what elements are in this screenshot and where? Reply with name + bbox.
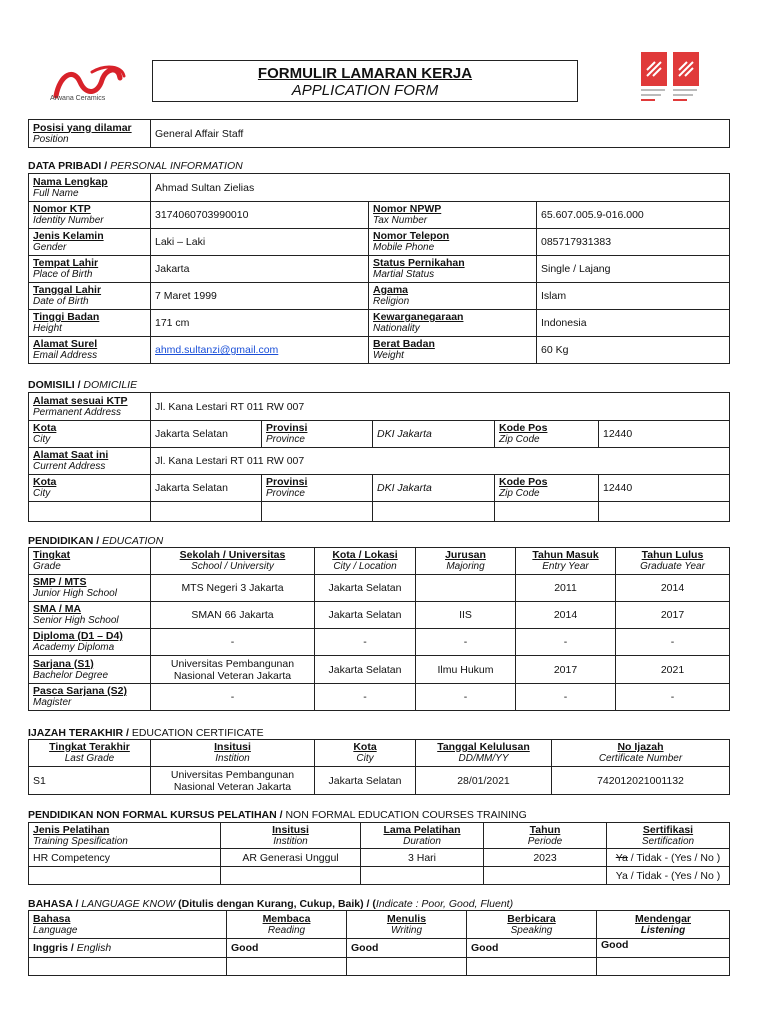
- table-row: [29, 849, 730, 867]
- current-province-label: Provinsi: [266, 476, 308, 488]
- cert-number[interactable]: 742012021001132: [552, 767, 730, 795]
- edu-header-grade: Tingkat: [33, 549, 71, 561]
- edu-header-school: Sekolah / Universitas: [179, 549, 286, 561]
- edu-school[interactable]: Universitas Pembangunan Nasional Veteran Jakarta: [151, 656, 315, 684]
- full-name-value[interactable]: Ahmad Sultan Zielias: [151, 174, 730, 202]
- table-row: [29, 575, 730, 602]
- edu-entry[interactable]: -: [516, 629, 616, 656]
- birthdate-value[interactable]: 7 Maret 1999: [151, 283, 369, 310]
- ktp-province-sublabel: Province: [266, 434, 305, 445]
- current-zip-sublabel: Zip Code: [499, 488, 540, 499]
- train-type[interactable]: [29, 867, 221, 885]
- npwp-label: Nomor NPWP: [373, 203, 442, 215]
- empty-cell[interactable]: [29, 958, 227, 976]
- ktp-address-sublabel: Permanent Address: [33, 406, 122, 418]
- ktp-zip-label: Kode Pos: [499, 422, 548, 434]
- section-certificate-title: IJAZAH TERAKHIR / EDUCATION CERTIFICATE: [28, 727, 264, 739]
- full-name-label: Nama Lengkap: [33, 175, 108, 188]
- table-row: [29, 629, 730, 656]
- lang-header-reading-sub: Reading: [267, 924, 306, 936]
- current-address-value[interactable]: Jl. Kana Lestari RT 011 RW 007: [151, 448, 730, 475]
- birthdate-label: Tanggal Lahir: [33, 284, 102, 296]
- position-value[interactable]: General Affair Staff: [151, 120, 730, 148]
- edu-header-city-sub: City / Location: [333, 561, 397, 572]
- height-value[interactable]: 171 cm: [151, 310, 369, 337]
- certification-badge-icon: [673, 52, 699, 104]
- section-training-title: PENDIDIKAN NON FORMAL KURSUS PELATIHAN / NON FORMAL EDUCATION COURSES TRAINING: [28, 809, 527, 821]
- lang-header-listening: Mendengar: [634, 912, 691, 925]
- edu-school[interactable]: SMAN 66 Jakarta: [151, 602, 315, 629]
- ktp-sublabel: Identity Number: [33, 215, 104, 226]
- weight-label: Berat Badan: [373, 338, 435, 350]
- current-city-value[interactable]: Jakarta Selatan: [151, 475, 262, 502]
- lang-header-speaking: Berbicara: [507, 912, 556, 925]
- edu-city[interactable]: Jakarta Selatan: [315, 656, 416, 684]
- position-label: Posisi yang dilamar: [33, 121, 132, 134]
- cert-header-grade: Tingkat Terakhir: [49, 741, 130, 753]
- cert-header-number: No Ijazah: [617, 741, 664, 753]
- edu-grade: Sarjana (S1): [33, 657, 94, 670]
- train-header-duration-sub: Duration: [403, 835, 441, 847]
- cert-grade[interactable]: S1: [29, 767, 151, 795]
- edu-grade: Pasca Sarjana (S2): [33, 685, 127, 697]
- lang-header-listening-sub: Listening: [640, 924, 686, 936]
- train-duration[interactable]: 3 Hari: [361, 849, 484, 867]
- lang-reading[interactable]: Good: [227, 939, 347, 958]
- edu-school[interactable]: -: [151, 684, 315, 711]
- ktp-city-label: Kota: [33, 422, 57, 434]
- ktp-zip-sublabel: Zip Code: [499, 434, 540, 445]
- gender-value[interactable]: Laki – Laki: [151, 229, 369, 256]
- edu-major[interactable]: IIS: [416, 602, 516, 629]
- table-row: [29, 939, 730, 958]
- edu-grade-sub: Bachelor Degree: [33, 669, 109, 681]
- marital-sublabel: Martial Status: [373, 269, 435, 280]
- logo-text: Arwana Ceramics: [50, 95, 106, 102]
- religion-sublabel: Religion: [373, 296, 410, 307]
- edu-major[interactable]: -: [416, 629, 516, 656]
- train-header-type: Jenis Pelatihan: [33, 823, 110, 836]
- ktp-value[interactable]: 3174060703990010: [151, 202, 369, 229]
- position-label-cell: [29, 120, 151, 148]
- empty-cell[interactable]: [347, 958, 467, 976]
- position-sublabel: Position: [33, 133, 69, 145]
- cert-inst[interactable]: Universitas Pembangunan Nasional Veteran Jakarta: [151, 767, 315, 795]
- section-education-title: PENDIDIKAN / EDUCATION: [28, 535, 164, 547]
- edu-city[interactable]: -: [315, 684, 416, 711]
- height-label: Tinggi Badan: [33, 311, 100, 323]
- empty-cell[interactable]: [262, 502, 373, 522]
- edu-grade-sub: Magister: [33, 697, 72, 708]
- lang-speaking[interactable]: Good: [467, 939, 597, 958]
- train-inst[interactable]: AR Generasi Unggul: [221, 849, 361, 867]
- personal-table: [28, 173, 730, 364]
- lang-header-language-sub: Language: [33, 924, 78, 936]
- training-table: [28, 822, 730, 885]
- train-cert-option[interactable]: [607, 849, 730, 867]
- section-language-title: BAHASA / LANGUAGE KNOW (Ditulis dengan Kurang, Cukup, Baik) / (Indicate : Poor, Good, Fluent): [28, 898, 514, 910]
- train-header-cert-sub: Sertification: [641, 835, 695, 847]
- ktp-city-value[interactable]: Jakarta Selatan: [151, 421, 262, 448]
- npwp-value[interactable]: 65.607.005.9-016.000: [537, 202, 730, 229]
- train-type[interactable]: HR Competency: [29, 849, 221, 867]
- form-title: FORMULIR LAMARAN KERJA: [257, 65, 473, 82]
- lang-header-language: Bahasa: [33, 912, 71, 925]
- height-sublabel: Height: [33, 323, 62, 334]
- edu-city[interactable]: Jakarta Selatan: [315, 575, 416, 602]
- certification-badge-icon: [641, 52, 667, 104]
- cert-header-city: Kota: [353, 741, 377, 753]
- ktp-zip-value[interactable]: 12440: [599, 421, 730, 448]
- religion-label: Agama: [373, 284, 409, 296]
- cert-header-date-sub: DD/MM/YY: [458, 753, 509, 764]
- edu-grad[interactable]: 2021: [616, 656, 730, 684]
- education-table: [28, 547, 730, 711]
- table-row: [29, 602, 730, 629]
- edu-major[interactable]: Ilmu Hukum: [416, 656, 516, 684]
- edu-entry[interactable]: 2017: [516, 656, 616, 684]
- npwp-sublabel: Tax Number: [373, 215, 428, 226]
- empty-cell[interactable]: [373, 502, 495, 522]
- lang-header-reading: Membaca: [262, 912, 311, 925]
- empty-cell[interactable]: [151, 502, 262, 522]
- current-address-label: Alamat Saat ini: [33, 449, 109, 461]
- train-year[interactable]: [484, 867, 607, 885]
- train-cert-rest: / Tidak - (Yes / No ): [627, 851, 721, 864]
- phone-label: Nomor Telepon: [373, 230, 450, 242]
- table-row: [29, 867, 730, 885]
- religion-value[interactable]: Islam: [537, 283, 730, 310]
- current-zip-value[interactable]: 12440: [599, 475, 730, 502]
- empty-cell[interactable]: [467, 958, 597, 976]
- gender-label: Jenis Kelamin: [33, 230, 104, 242]
- cert-header-city-sub: City: [356, 753, 374, 764]
- section-domicile-title: DOMISILI / DOMICILIE: [28, 379, 138, 391]
- train-header-year: Tahun: [529, 823, 561, 836]
- birthplace-value[interactable]: Jakarta: [151, 256, 369, 283]
- edu-city[interactable]: Jakarta Selatan: [315, 602, 416, 629]
- train-header-year-sub: Periode: [527, 835, 563, 847]
- edu-header-school-sub: School / University: [191, 561, 274, 572]
- edu-grad[interactable]: 2014: [616, 575, 730, 602]
- table-row: [29, 767, 730, 795]
- cert-header-number-sub: Certificate Number: [598, 753, 683, 764]
- form-subtitle: APPLICATION FORM: [291, 82, 439, 99]
- train-cert-rest: Ya / Tidak - (Yes / No ): [615, 869, 721, 882]
- train-header-duration: Lama Pelatihan: [383, 823, 461, 836]
- cert-date[interactable]: 28/01/2021: [416, 767, 552, 795]
- weight-sublabel: Weight: [373, 350, 404, 361]
- empty-cell[interactable]: [597, 958, 730, 976]
- ktp-province-label: Provinsi: [266, 422, 308, 434]
- cert-header-inst: Insitusi: [214, 741, 251, 753]
- weight-value[interactable]: 60 Kg: [537, 337, 730, 364]
- train-header-type-sub: Training Spesification: [33, 835, 128, 847]
- edu-header-grade-sub: Grade: [33, 561, 61, 572]
- edu-header-major: Jurusan: [445, 549, 486, 561]
- edu-header-major-sub: Majoring: [446, 561, 485, 572]
- current-province-value[interactable]: DKI Jakarta: [373, 475, 495, 502]
- train-cert-yes: Ya: [615, 851, 628, 864]
- cert-header-grade-sub: Last Grade: [64, 753, 115, 764]
- certificate-table: [28, 739, 730, 795]
- nationality-value[interactable]: Indonesia: [537, 310, 730, 337]
- empty-cell[interactable]: [227, 958, 347, 976]
- table-row: [29, 656, 730, 684]
- edu-grade-sub: Academy Diploma: [33, 642, 115, 653]
- edu-grad[interactable]: -: [616, 684, 730, 711]
- edu-city[interactable]: -: [315, 629, 416, 656]
- current-city-label: Kota: [33, 476, 57, 488]
- edu-entry[interactable]: -: [516, 684, 616, 711]
- edu-major[interactable]: -: [416, 684, 516, 711]
- nationality-label: Kewarganegaraan: [373, 311, 464, 323]
- ktp-address-value[interactable]: Jl. Kana Lestari RT 011 RW 007: [151, 393, 730, 421]
- train-header-inst: Insitusi: [272, 823, 309, 836]
- edu-major[interactable]: [416, 575, 516, 602]
- ktp-label: Nomor KTP: [33, 203, 91, 215]
- edu-grade: SMA / MA: [33, 603, 82, 615]
- edu-header-grad-sub: Graduate Year: [640, 561, 705, 572]
- marital-label: Status Pernikahan: [373, 257, 465, 269]
- position-table: [28, 119, 730, 148]
- email-link[interactable]: ahmd.sultanzi@gmail.com: [155, 344, 279, 356]
- birthdate-sublabel: Date of Birth: [33, 296, 89, 307]
- edu-school[interactable]: MTS Negeri 3 Jakarta: [151, 575, 315, 602]
- table-row: [29, 958, 730, 976]
- edu-school[interactable]: -: [151, 629, 315, 656]
- current-city-sublabel: City: [33, 488, 51, 499]
- birthplace-label: Tempat Lahir: [33, 257, 99, 269]
- language-table: [28, 910, 730, 976]
- train-cert-option[interactable]: [607, 867, 730, 885]
- birthplace-sublabel: Place of Birth: [33, 269, 93, 280]
- lang-header-speaking-sub: Speaking: [510, 924, 553, 936]
- edu-grade-sub: Junior High School: [33, 588, 117, 599]
- form-title-box: [152, 60, 578, 102]
- train-inst[interactable]: [221, 867, 361, 885]
- table-row: [29, 684, 730, 711]
- phone-sublabel: Mobile Phone: [373, 242, 435, 253]
- section-personal-title: DATA PRIBADI / PERSONAL INFORMATION: [28, 160, 243, 172]
- phone-value[interactable]: 085717931383: [537, 229, 730, 256]
- edu-grade: Diploma (D1 – D4): [33, 630, 123, 642]
- edu-header-grad: Tahun Lulus: [641, 549, 704, 561]
- marital-value[interactable]: Single / Lajang: [537, 256, 730, 283]
- current-province-sublabel: Province: [266, 488, 305, 499]
- ktp-province-value[interactable]: DKI Jakarta: [373, 421, 495, 448]
- full-name-sublabel: Full Name: [33, 187, 79, 199]
- edu-grade: SMP / MTS: [33, 576, 87, 588]
- cert-header-inst-sub: Instition: [215, 753, 250, 764]
- edu-entry[interactable]: 2011: [516, 575, 616, 602]
- lang-listening[interactable]: Good: [597, 939, 730, 958]
- ktp-city-sublabel: City: [33, 434, 51, 445]
- edu-header-entry: Tahun Masuk: [532, 549, 599, 561]
- domicile-table: [28, 392, 730, 522]
- current-address-sublabel: Current Address: [33, 461, 106, 472]
- lang-header-writing: Menulis: [386, 912, 427, 925]
- empty-cell[interactable]: [495, 502, 599, 522]
- edu-grade-sub: Senior High School: [33, 615, 119, 626]
- edu-grad[interactable]: -: [616, 629, 730, 656]
- train-header-inst-sub: Instition: [273, 835, 308, 847]
- edu-header-entry-sub: Entry Year: [542, 561, 589, 572]
- train-year[interactable]: 2023: [484, 849, 607, 867]
- nationality-sublabel: Nationality: [373, 323, 420, 334]
- train-duration[interactable]: [361, 867, 484, 885]
- ktp-address-label: Alamat sesuai KTP: [33, 394, 128, 407]
- current-zip-label: Kode Pos: [499, 476, 548, 488]
- email-sublabel: Email Address: [33, 350, 98, 361]
- empty-cell[interactable]: [29, 502, 151, 522]
- lang-writing[interactable]: Good: [347, 939, 467, 958]
- edu-grad[interactable]: 2017: [616, 602, 730, 629]
- cert-header-date: Tanggal Kelulusan: [437, 741, 530, 753]
- train-header-cert: Sertifikasi: [642, 823, 694, 836]
- email-label: Alamat Surel: [33, 338, 98, 350]
- empty-cell[interactable]: [599, 502, 730, 522]
- cert-city[interactable]: Jakarta Selatan: [315, 767, 416, 795]
- lang-name[interactable]: Inggris / English: [29, 939, 227, 958]
- edu-entry[interactable]: 2014: [516, 602, 616, 629]
- lang-header-writing-sub: Writing: [390, 924, 423, 936]
- edu-header-city: Kota / Lokasi: [332, 549, 398, 561]
- gender-sublabel: Gender: [33, 242, 67, 253]
